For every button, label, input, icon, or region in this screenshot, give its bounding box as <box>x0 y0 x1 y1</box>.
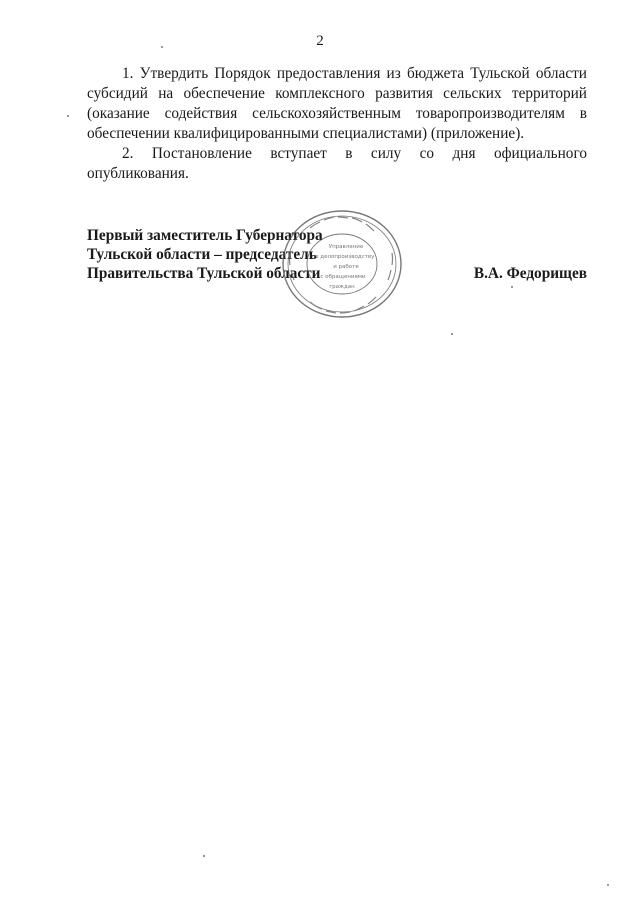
scan-speck <box>607 884 609 886</box>
seal-text-line-2: по делопроизводству <box>311 254 375 260</box>
seal-text-line-4: с обращениями <box>320 274 366 280</box>
scan-speck <box>161 46 163 48</box>
signatory-title-line-2: Тульской области – председатель <box>87 246 317 263</box>
scan-speck <box>67 115 69 117</box>
official-seal-stamp <box>280 208 404 320</box>
scan-speck <box>511 286 513 288</box>
scan-speck <box>451 333 453 335</box>
paragraph-effective: 2. Постановление вступает в силу со дня официального опубликования. <box>87 145 587 182</box>
page-number: 2 <box>316 33 324 49</box>
seal-text-line-1: Управление <box>328 244 364 250</box>
scan-speck <box>203 855 205 857</box>
signatory-name: В.А. Федорищев <box>473 265 587 282</box>
seal-text-line-3: и работе <box>333 264 359 270</box>
paragraph-approve: 1. Утвердить Порядок предоставления из бюджета Тульской области субсидий на обеспечение комплексного развития сельских территорий (оказание содействия сельскохозяйственным товаропроизводителям в обеспечении квалифицированными специалистами) (приложение). <box>87 65 587 142</box>
signatory-title-line-3: Правительства Тульской области <box>87 265 321 282</box>
document-body <box>87 64 587 184</box>
signatory-title-line-1: Первый заместитель Губернатора <box>87 227 323 244</box>
seal-text-line-5: граждан <box>329 284 355 290</box>
